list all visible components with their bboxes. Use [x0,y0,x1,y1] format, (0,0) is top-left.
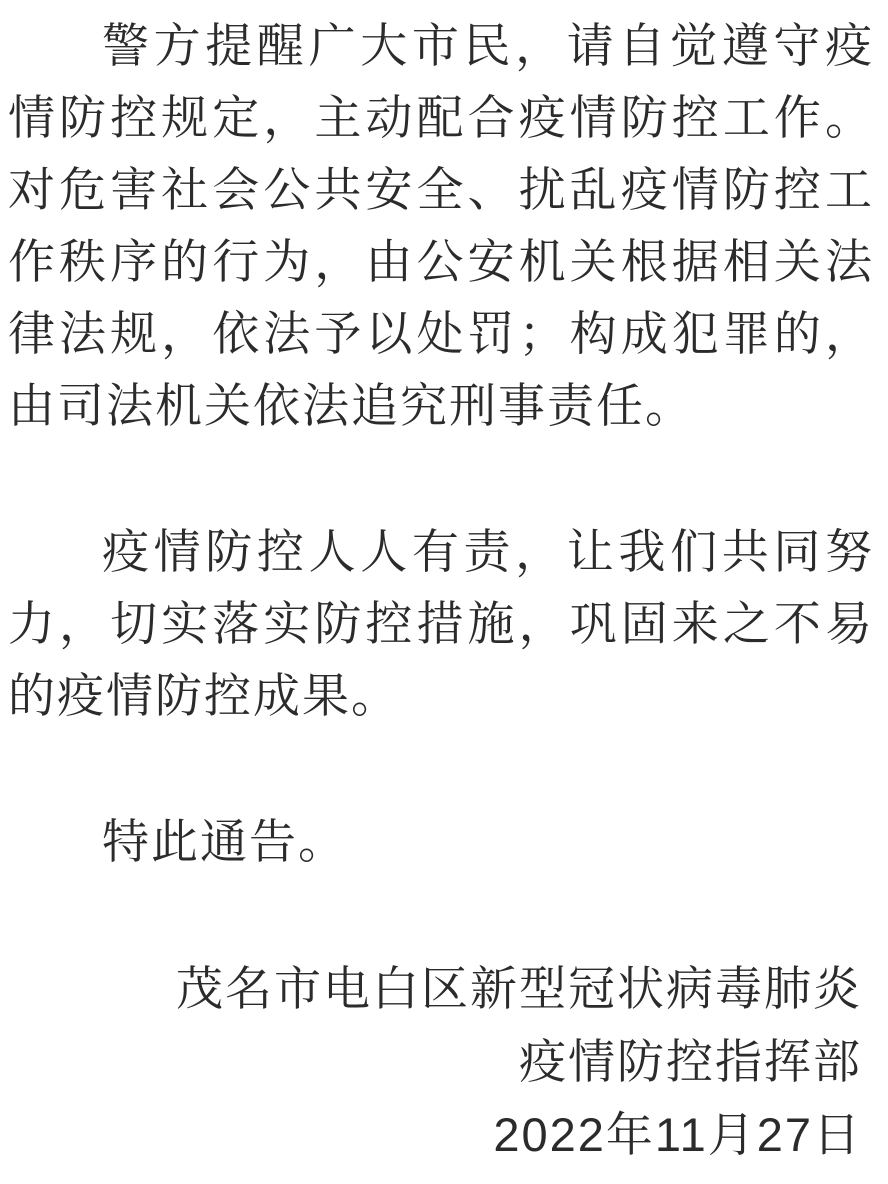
signature-block [8,952,874,1171]
signature-org-line2: 疫情防控指挥部 [519,1035,862,1088]
notice-paragraph-closing: 特此通告。 [102,815,347,868]
signature-date: 2022年11月27日 [493,1108,862,1161]
signature-org-line1: 茂名市电白区新型冠状病毒肺炎 [176,962,862,1015]
notice-paragraph-appeal: 疫情防控人人有责，让我们共同努力，切实落实防控措施，巩固来之不易的疫情防控成果。 [8,525,874,722]
notice-paragraph-legal-warning: 警方提醒广大市民，请自觉遵守疫情防控规定，主动配合疫情防控工作。对危害社会公共安全、扰乱疫情防控工作秩序的行为，由公安机关根据相关法律法规，依法予以处罚；构成犯罪的，由司法机关依法追究刑事责任。 [8,19,874,432]
